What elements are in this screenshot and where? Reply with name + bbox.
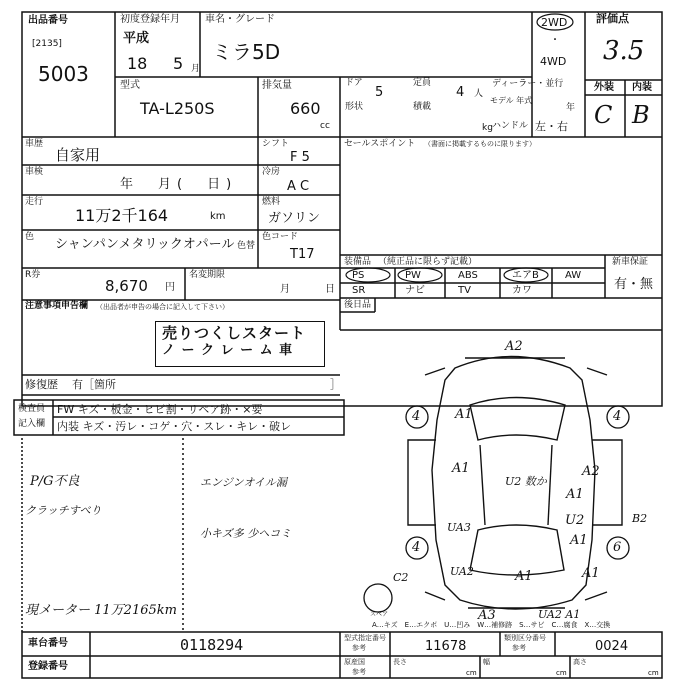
equipment-item: ナビ: [405, 285, 425, 296]
tire-fr-value: 4: [613, 409, 622, 424]
color-code-value: T17: [290, 247, 315, 262]
score-value: 3.5: [603, 36, 645, 66]
mark-a2-right-door: A2: [582, 464, 600, 479]
selling-label: セールスポイント: [344, 139, 416, 149]
spare-tire-mark: [364, 584, 392, 612]
model-label: 型式: [120, 80, 140, 91]
equipment-item: SR: [352, 285, 366, 296]
repair-value: 有［箇所: [72, 378, 116, 391]
mfg-label: 原産国: [344, 658, 365, 666]
mark-u2-right: U2: [565, 513, 585, 528]
aircon-label: 冷房: [262, 167, 281, 177]
handle-label: ハンドル: [492, 121, 529, 131]
color-value: シャンパンメタリックオパール: [55, 237, 235, 252]
fuel-value: ガソリン: [268, 211, 321, 226]
approval-label: 型式指定番号: [344, 634, 386, 642]
inspector-row-2: 内装 キズ・汚レ・コゲ・穴・スレ・キレ・破レ: [57, 420, 292, 433]
model-value: TA-L250S: [140, 99, 215, 118]
notice-hint: （出品者が申告の場合に記入して下さい）: [96, 303, 229, 311]
lot-code: [2135]: [32, 39, 62, 49]
capacity-unit: 人: [474, 89, 484, 99]
cargo-unit: kg: [482, 123, 493, 133]
exterior-grade: C: [594, 101, 613, 129]
equipment-item: ABS: [458, 270, 478, 281]
interior-grade: B: [632, 101, 650, 129]
equipment-item: PS: [352, 270, 365, 281]
tax-unit: 円: [165, 282, 175, 293]
displacement-unit: cc: [320, 121, 330, 131]
drive-dot: ・: [550, 35, 560, 46]
equipment-label: 装備品: [344, 257, 372, 267]
tire-rl-value: 4: [412, 540, 421, 555]
approval-ref: 参考: [352, 644, 366, 652]
name-change-label: 名変期限: [189, 270, 226, 280]
shift-value: F 5: [290, 150, 310, 165]
mark-u2-roof: U2 数か: [505, 475, 547, 488]
reg-label: 登録番号: [28, 661, 68, 672]
name-change-day: 日: [325, 284, 335, 295]
inspection-value: 年 月( 日): [120, 177, 238, 192]
new-car-value: 有・無: [614, 277, 654, 292]
mark-ua3-left: UA3: [447, 521, 471, 534]
chassis-label: 車台番号: [28, 638, 68, 649]
color-change-label: 色替: [237, 241, 256, 251]
width-unit: cm: [556, 669, 567, 677]
reg-year: 18: [127, 54, 148, 73]
tire-rr-value: 6: [613, 540, 622, 555]
height-unit: cm: [648, 669, 659, 677]
mark-a3-rear: A3: [478, 608, 496, 623]
length-unit: cm: [466, 669, 477, 677]
era: 平成: [123, 31, 150, 46]
stamp-line1: 売りつくしスタート: [162, 324, 307, 342]
mark-a1-rear-right: A1: [582, 566, 600, 581]
fuel-label: 燃料: [262, 197, 281, 207]
equipment-item: カワ: [512, 285, 532, 296]
height-label: 高さ: [573, 658, 587, 666]
shift-label: シフト: [262, 139, 290, 149]
equipment-hint: （純正品に限らず記載）: [378, 257, 478, 267]
chassis-value: 0118294: [180, 636, 244, 654]
mark-b2: B2: [632, 512, 648, 525]
note-1: P/G不良: [30, 474, 80, 489]
mileage-label: 走行: [25, 197, 44, 207]
tax-label: R券: [25, 270, 41, 280]
category-ref: 参考: [512, 644, 526, 652]
interior-label: 内装: [632, 82, 652, 93]
mark-c2: C2: [393, 571, 409, 584]
repair-label: 修復歴: [25, 378, 58, 391]
new-car-label: 新車保証: [612, 257, 649, 267]
mileage-value: 11万2千164: [75, 206, 169, 225]
score-label: 評価点: [596, 12, 629, 25]
capacity-label: 定員: [413, 78, 432, 88]
doors-label: ドア: [345, 78, 363, 88]
tire-fl-value: 4: [412, 409, 421, 424]
approval-value: 11678: [425, 639, 467, 654]
capacity-value: 4: [456, 85, 465, 100]
note-3: 現メーター 11万2165km: [25, 603, 177, 618]
selling-hint: （書面に掲載するものに限ります）: [424, 140, 536, 148]
displacement-value: 660: [290, 99, 321, 118]
length-label: 長さ: [393, 658, 407, 666]
mfg-value: 参考: [352, 668, 366, 676]
inspector-label-1: 検査員: [18, 404, 46, 414]
color-label: 色: [25, 232, 35, 242]
car-name-label: 車名・グレード: [205, 14, 275, 25]
lot-number: 5003: [38, 62, 89, 86]
spare-label: スペア: [370, 611, 389, 618]
displacement-label: 排気量: [262, 80, 292, 91]
handle-value: 左・右: [535, 120, 568, 133]
car-name: ミラ5D: [212, 40, 281, 64]
note-5: 小キズ多 少ヘコミ: [200, 527, 292, 540]
mark-a1-right-rear: A1: [566, 487, 584, 502]
category-value: 0024: [595, 639, 629, 654]
model-year-label: モデル 年式: [490, 96, 533, 105]
mark-ua2-rear: UA2 A1: [538, 608, 581, 621]
damage-legend: A…キズ E…エクボ U…凹み W…補修跡 S…サビ C…腐食 X…交換: [372, 621, 611, 629]
name-change-month: 月: [280, 284, 290, 295]
usage-label: 車歴: [25, 139, 44, 149]
exterior-label: 外装: [594, 82, 614, 93]
mark-a1-left-door: A1: [452, 461, 470, 476]
mark-ua2-left: UA2: [450, 565, 474, 578]
equipment-item: PW: [405, 270, 421, 281]
drive-2wd: 2WD: [541, 16, 568, 29]
width-label: 幅: [483, 658, 490, 666]
first-reg-label: 初度登録年月: [120, 14, 180, 25]
repair-close: ］: [330, 378, 341, 391]
category-label: 類別区分番号: [504, 634, 546, 642]
stamp-line2: ノ ー ク レ ー ム 車: [162, 343, 294, 358]
equipment-item: エアB: [512, 270, 539, 281]
mark-a1-right-low: A1: [570, 533, 588, 548]
mileage-unit: km: [210, 211, 226, 222]
month-unit: 月: [191, 64, 201, 74]
mark-a1-fl: A1: [455, 407, 473, 422]
doors-value: 5: [375, 85, 384, 100]
aircon-value: A C: [287, 179, 310, 194]
usage-value: 自家用: [55, 146, 101, 164]
reg-month: 5: [173, 54, 184, 73]
mark-a1-trunk: A1: [515, 569, 533, 584]
drive-4wd: 4WD: [540, 55, 567, 68]
mark-a2-top: A2: [505, 339, 523, 354]
dealer-label: ディーラー・並行: [492, 79, 564, 89]
equipment-item: AW: [565, 270, 582, 281]
color-code-label: 色コード: [262, 232, 299, 242]
inspection-label: 車検: [25, 167, 44, 177]
notice-label: 注意事項申告欄: [25, 301, 89, 311]
shape-label: 形状: [345, 102, 364, 112]
cargo-label: 積載: [413, 102, 432, 112]
back-label: 後日品: [344, 300, 372, 310]
inspector-label-2: 記入欄: [18, 419, 46, 429]
inspector-row-1: FW キズ・板金・ヒビ割・リペア跡・×要: [57, 403, 263, 416]
note-4: エンジンオイル漏: [200, 476, 287, 489]
note-2: クラッチすべり: [25, 504, 102, 517]
tax-value: 8,670: [105, 277, 148, 295]
lot-label: 出品番号: [28, 15, 68, 26]
year-suffix: 年: [566, 103, 576, 113]
stamp-box: [155, 321, 325, 367]
equipment-item: TV: [458, 285, 471, 296]
